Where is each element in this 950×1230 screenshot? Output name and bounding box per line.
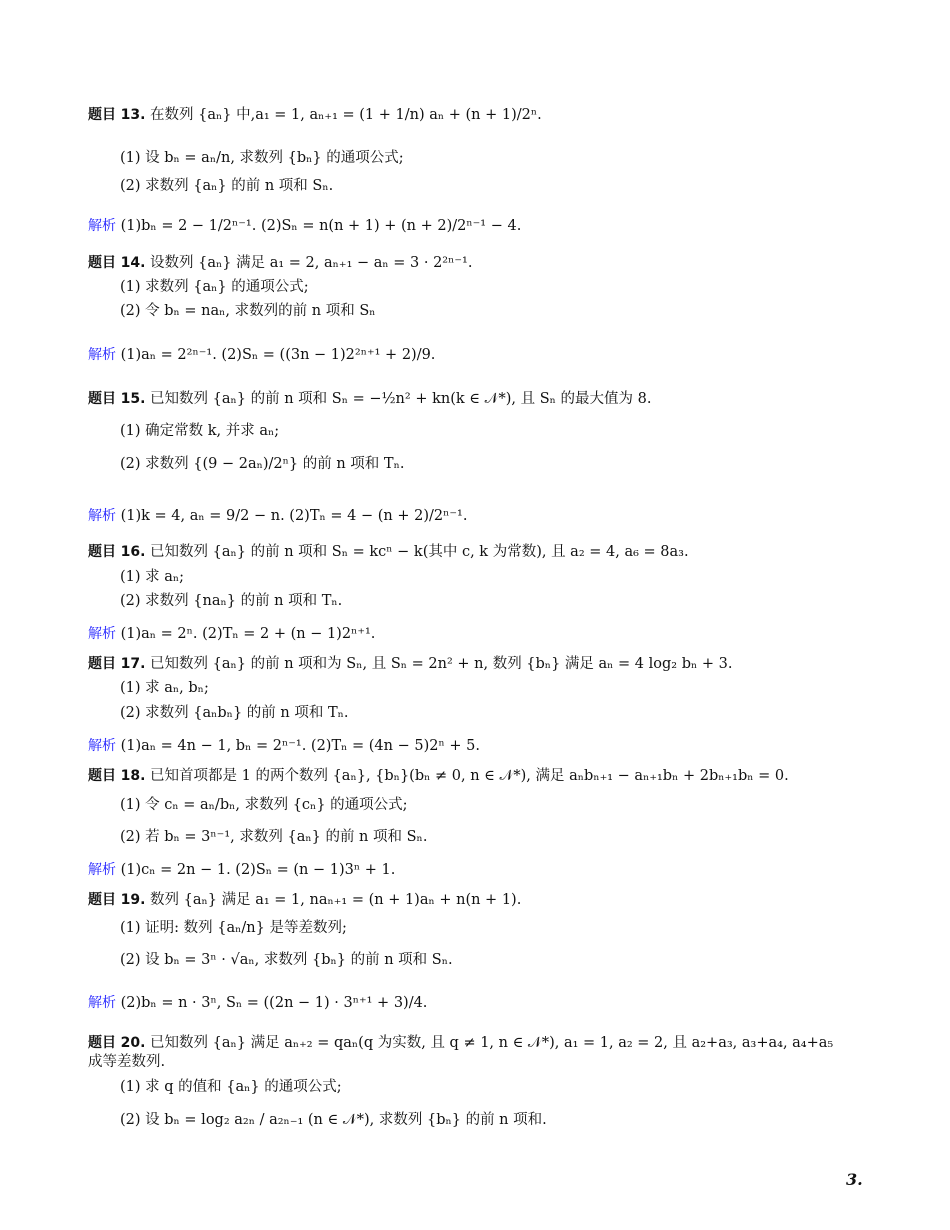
page-number: 3. — [846, 1170, 863, 1189]
problem-text: 已知数列 {aₙ} 满足 aₙ₊₂ = qaₙ(q 为实数, 且 q ≠ 1, n ∈ 𝒩*), a₁ = 1, a₂ = 2, 且 a₂+a₃, a₃+a₄, a₄+a₅ — [150, 1035, 834, 1051]
problem-number: 15. — [120, 391, 146, 407]
problem-text: 已知数列 {aₙ} 的前 n 项和为 Sₙ, 且 Sₙ = 2n² + n, 数列 {bₙ} 满足 aₙ = 4 log₂ bₙ + 3. — [150, 656, 733, 672]
problem-15-part-1: (1) 确定常数 k, 并求 aₙ; — [120, 423, 280, 439]
problem-label: 题目 — [88, 391, 116, 407]
problem-13-stem — [88, 105, 542, 125]
problem-label: 题目 — [88, 544, 116, 560]
problem-number: 13. — [120, 107, 146, 123]
problem-16-part-1: (1) 求 aₙ; — [120, 569, 185, 585]
problem-number: 18. — [120, 768, 146, 784]
problem-14-stem — [88, 253, 472, 273]
problem-13-part-1: (1) 设 bₙ = aₙ/n, 求数列 {bₙ} 的通项公式; — [120, 150, 404, 166]
problem-20-stem-continued: 成等差数列. — [88, 1054, 166, 1070]
solution-text: (1)aₙ = 2ⁿ. (2)Tₙ = 2 + (n − 1)2ⁿ⁺¹. — [120, 626, 376, 642]
solution-label: 解析 — [88, 995, 116, 1011]
problem-label: 题目 — [88, 255, 116, 271]
solution-label: 解析 — [88, 508, 116, 524]
problem-label: 题目 — [88, 656, 116, 672]
solution-text: (1)k = 4, aₙ = 9/2 − n. (2)Tₙ = 4 − (n + 2)/2ⁿ⁻¹. — [120, 508, 468, 524]
problem-label: 题目 — [88, 892, 116, 908]
solution-label: 解析 — [88, 738, 116, 754]
solution-label: 解析 — [88, 218, 116, 234]
problem-17-stem — [88, 654, 732, 674]
problem-18-stem — [88, 766, 789, 786]
problem-20-part-1: (1) 求 q 的值和 {aₙ} 的通项公式; — [120, 1079, 342, 1095]
problem-text: 设数列 {aₙ} 满足 a₁ = 2, aₙ₊₁ − aₙ = 3 · 2²ⁿ⁻¹. — [150, 255, 473, 271]
problem-number: 16. — [120, 544, 146, 560]
problem-number: 14. — [120, 255, 146, 271]
solution-18 — [88, 860, 395, 880]
problem-label: 题目 — [88, 107, 116, 123]
problem-label: 题目 — [88, 1035, 116, 1051]
solution-text: (1)aₙ = 4n − 1, bₙ = 2ⁿ⁻¹. (2)Tₙ = (4n − 5)2ⁿ + 5. — [120, 738, 480, 754]
problem-number: 20. — [120, 1035, 146, 1051]
solution-15 — [88, 506, 467, 526]
problem-label: 题目 — [88, 768, 116, 784]
solution-label: 解析 — [88, 626, 116, 642]
problem-14-part-1: (1) 求数列 {aₙ} 的通项公式; — [120, 279, 309, 295]
problem-text: 在数列 {aₙ} 中,a₁ = 1, aₙ₊₁ = (1 + 1/n) aₙ + (n + 1)/2ⁿ. — [150, 107, 542, 123]
problem-19-part-2: (2) 设 bₙ = 3ⁿ · √aₙ, 求数列 {bₙ} 的前 n 项和 Sₙ. — [120, 952, 453, 968]
problem-number: 17. — [120, 656, 146, 672]
problem-19-part-1: (1) 证明: 数列 {aₙ/n} 是等差数列; — [120, 920, 347, 936]
problem-16-part-2: (2) 求数列 {naₙ} 的前 n 项和 Tₙ. — [120, 593, 343, 609]
solution-text: (2)bₙ = n · 3ⁿ, Sₙ = ((2n − 1) · 3ⁿ⁺¹ + 3)/4. — [120, 995, 428, 1011]
solution-19 — [88, 993, 427, 1013]
problem-14-part-2: (2) 令 bₙ = naₙ, 求数列的前 n 项和 Sₙ — [120, 303, 376, 319]
problem-20-stem — [88, 1033, 833, 1053]
problem-20-part-2: (2) 设 bₙ = log₂ a₂ₙ / a₂ₙ₋₁ (n ∈ 𝒩*), 求数列 {bₙ} 的前 n 项和. — [120, 1112, 547, 1128]
problem-17-part-1: (1) 求 aₙ, bₙ; — [120, 680, 209, 696]
problem-18-part-1: (1) 令 cₙ = aₙ/bₙ, 求数列 {cₙ} 的通项公式; — [120, 797, 408, 813]
solution-text: (1)aₙ = 2²ⁿ⁻¹. (2)Sₙ = ((3n − 1)2²ⁿ⁺¹ + 2)/9. — [120, 347, 436, 363]
problem-16-stem — [88, 542, 689, 562]
solution-14 — [88, 345, 435, 365]
problem-text: 已知首项都是 1 的两个数列 {aₙ}, {bₙ}(bₙ ≠ 0, n ∈ 𝒩*), 满足 aₙbₙ₊₁ − aₙ₊₁bₙ + 2bₙ₊₁bₙ = 0. — [150, 768, 789, 784]
solution-label: 解析 — [88, 862, 116, 878]
solution-13 — [88, 216, 521, 236]
solution-text: (1)bₙ = 2 − 1/2ⁿ⁻¹. (2)Sₙ = n(n + 1) + (n + 2)/2ⁿ⁻¹ − 4. — [120, 218, 522, 234]
problem-text: 数列 {aₙ} 满足 a₁ = 1, naₙ₊₁ = (n + 1)aₙ + n(n + 1). — [150, 892, 522, 908]
solution-label: 解析 — [88, 347, 116, 363]
problem-18-part-2: (2) 若 bₙ = 3ⁿ⁻¹, 求数列 {aₙ} 的前 n 项和 Sₙ. — [120, 829, 428, 845]
solution-text: (1)cₙ = 2n − 1. (2)Sₙ = (n − 1)3ⁿ + 1. — [120, 862, 396, 878]
problem-text: 已知数列 {aₙ} 的前 n 项和 Sₙ = kcⁿ − k(其中 c, k 为常数), 且 a₂ = 4, a₆ = 8a₃. — [150, 544, 689, 560]
problem-13-part-2: (2) 求数列 {aₙ} 的前 n 项和 Sₙ. — [120, 178, 334, 194]
problem-19-stem — [88, 890, 521, 910]
problem-number: 19. — [120, 892, 146, 908]
problem-15-part-2: (2) 求数列 {(9 − 2aₙ)/2ⁿ} 的前 n 项和 Tₙ. — [120, 456, 405, 472]
problem-15-stem — [88, 389, 651, 409]
solution-16 — [88, 624, 375, 644]
problem-17-part-2: (2) 求数列 {aₙbₙ} 的前 n 项和 Tₙ. — [120, 705, 349, 721]
problem-text: 已知数列 {aₙ} 的前 n 项和 Sₙ = −½n² + kn(k ∈ 𝒩*), 且 Sₙ 的最大值为 8. — [150, 391, 652, 407]
solution-17 — [88, 736, 480, 756]
